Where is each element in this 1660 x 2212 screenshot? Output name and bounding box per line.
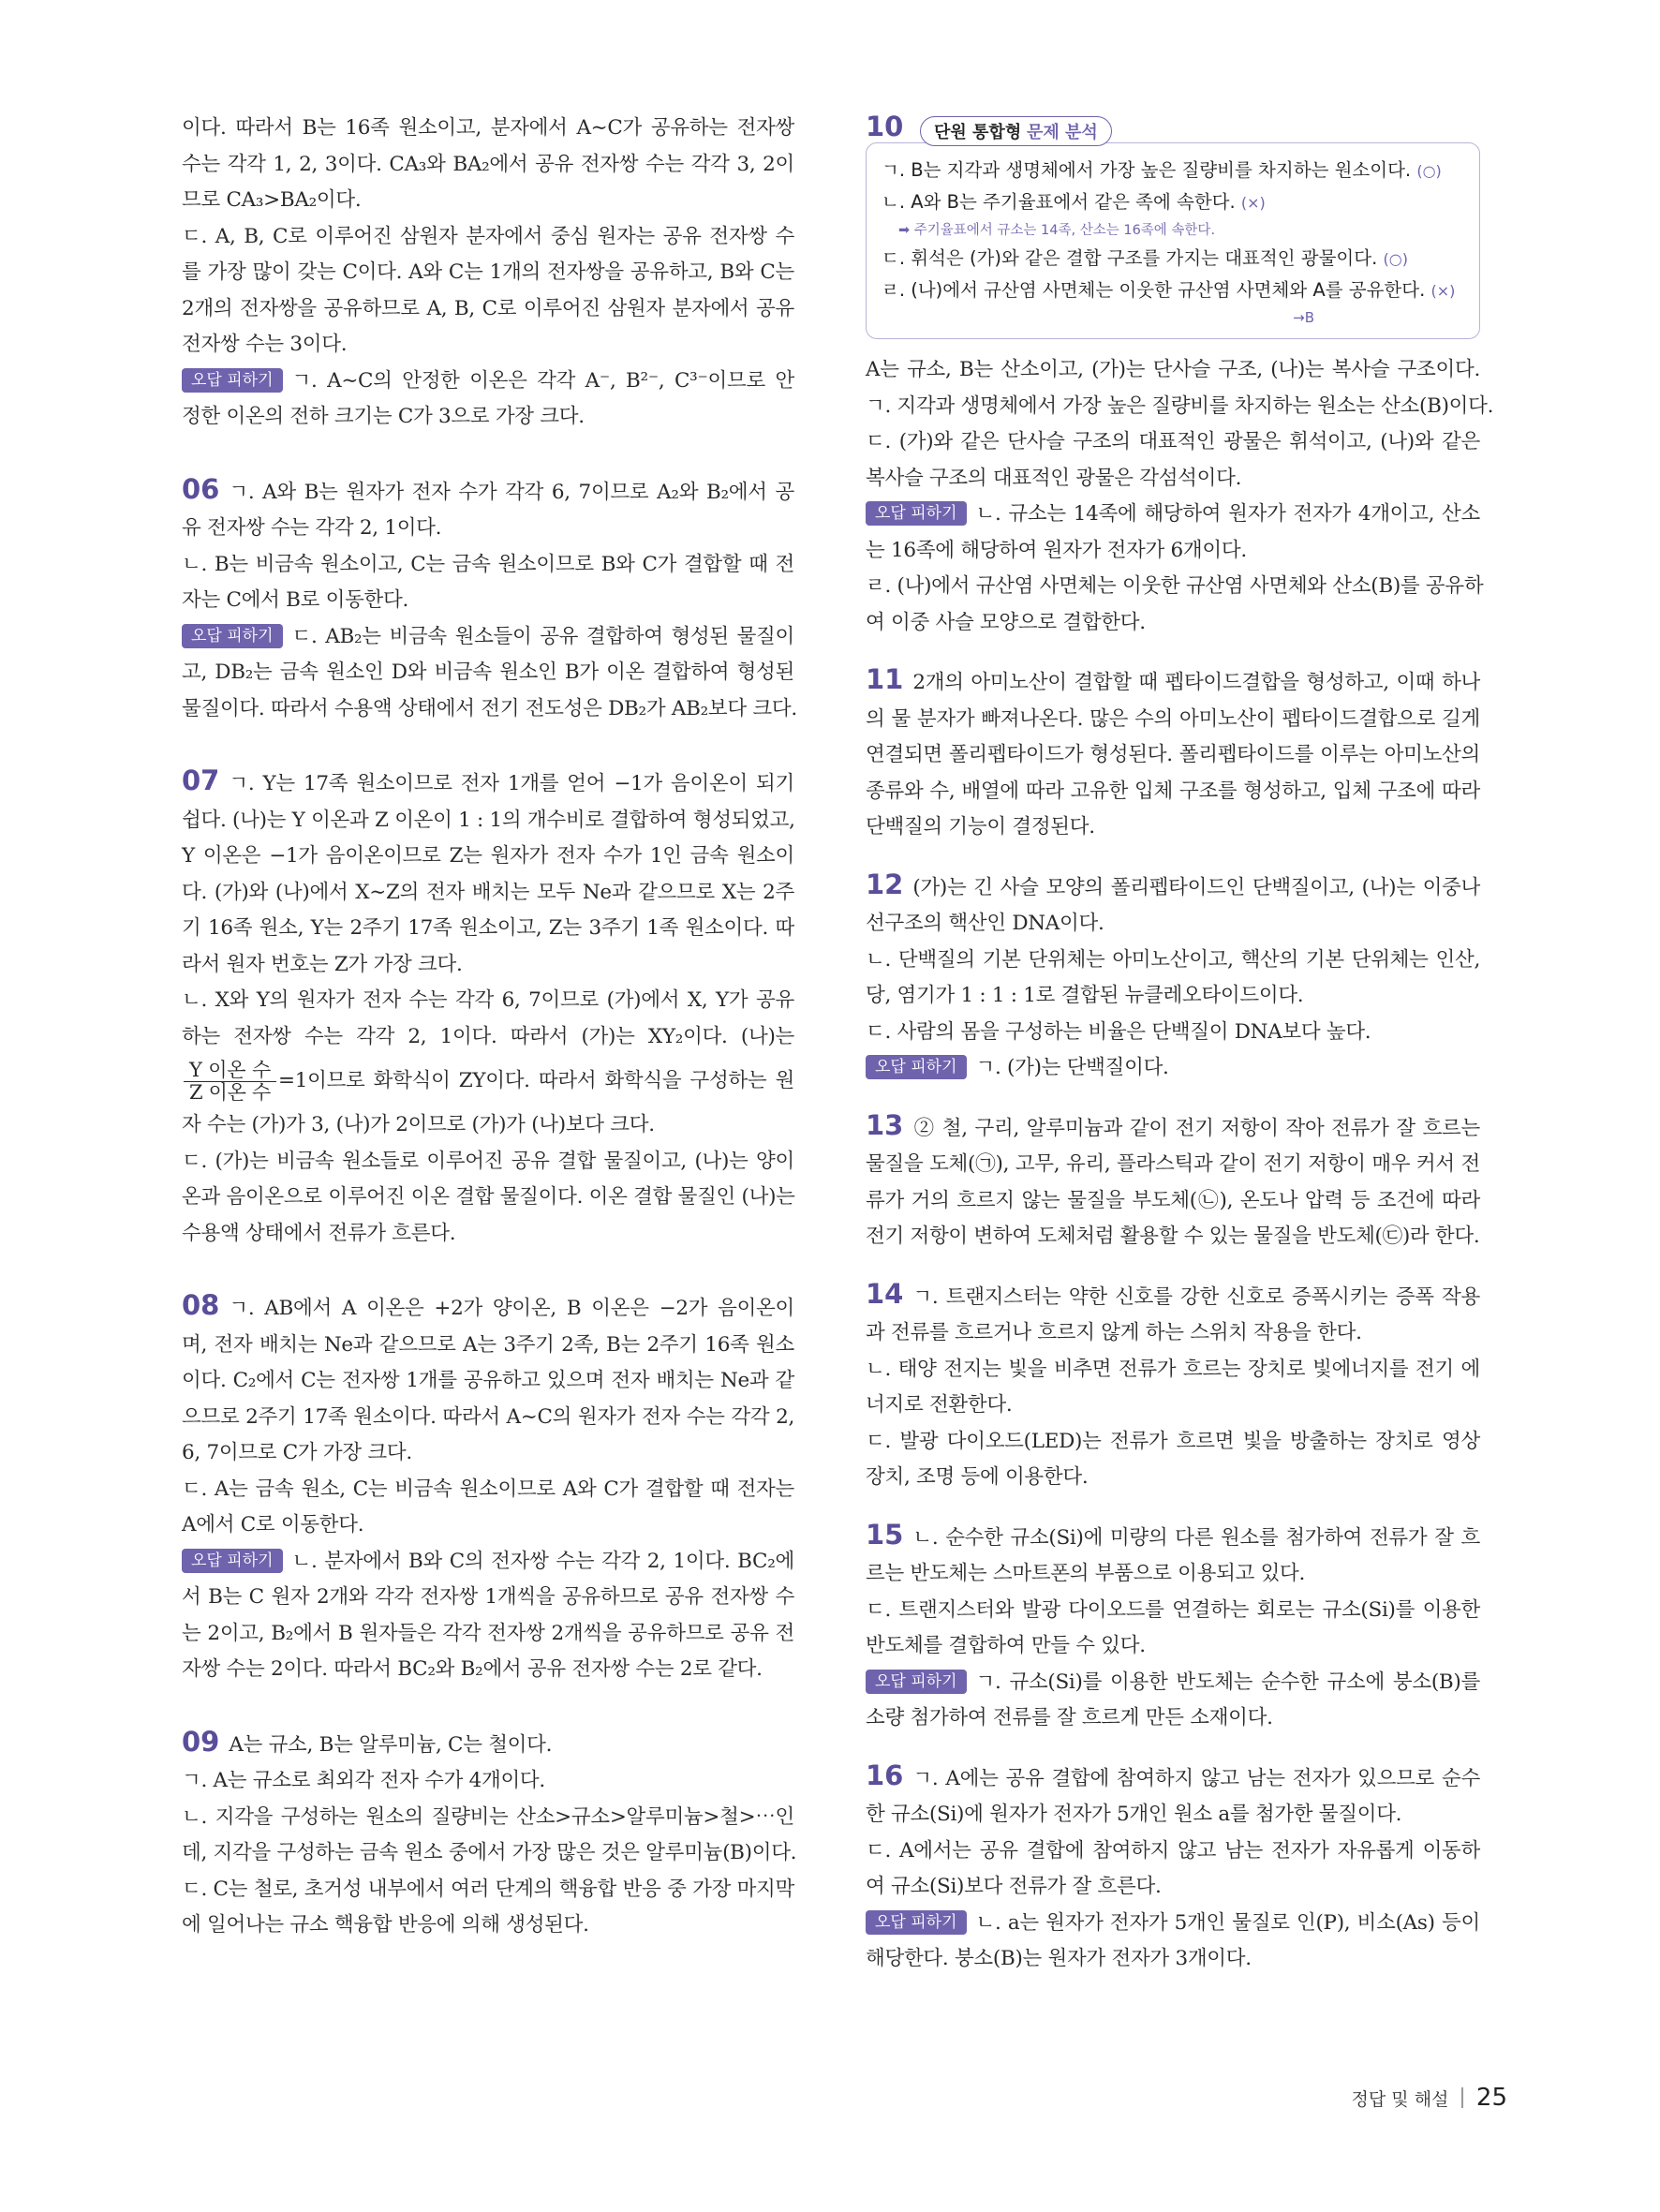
text-line: 2개의 전자쌍을 공유하므로 A, B, C로 이루어진 삼원자 분자에서 공유: [182, 296, 794, 320]
text-line: ㄱ. A∼C의 안정한 이온은 각각 A⁻, B²⁻, C³⁻이므로 안: [291, 368, 794, 393]
text-line: ㄱ. A와 B는 원자가 전자 수가 각각 6, 7이므로 A₂와 B₂에서 공: [229, 480, 794, 504]
text-line: 선구조의 핵산인 DNA이다.: [866, 912, 1104, 935]
text-line: 자쌍 수는 2이다. 따라서 BC₂와 B₂에서 공유 전자쌍 수는 2로 같다.: [182, 1657, 763, 1681]
text-line: ㄴ. 분자에서 B와 C의 전자쌍 수는 각각 2, 1이다. BC₂에: [291, 1549, 794, 1573]
page-number: 25: [1475, 2084, 1507, 2112]
question-number: 14: [866, 1277, 904, 1310]
text-line: A는 규소, B는 알루미늄, C는 철이다.: [229, 1732, 553, 1757]
question-number: 12: [866, 868, 904, 900]
text-line: 해당한다. 붕소(B)는 원자가 전자가 3개이다.: [866, 1947, 1252, 1970]
text-line: 물질을 도체(㉠), 고무, 유리, 플라스틱과 같이 전기 저항이 매우 커서 전: [866, 1152, 1480, 1176]
text-line: 으므로 2주기 17족 원소이다. 따라서 A∼C의 원자가 전자 수는 각각 2,: [182, 1404, 794, 1429]
footer-label: 정답 및 해설: [1351, 2089, 1449, 2110]
box-statement: ㄷ. 휘석은 (가)와 같은 결합 구조를 가지는 대표적인 광물이다.: [882, 247, 1378, 269]
text-line: ㄴ. X와 Y의 원자가 전자 수는 각각 6, 7이므로 (가)에서 X, Y가 공유: [182, 988, 794, 1012]
text-line: (가)는 긴 사슬 모양의 폴리펩타이드인 단백질이고, (나)는 이중나: [912, 875, 1480, 899]
box-statement: ㄴ. A와 B는 주기율표에서 같은 족에 속한다.: [882, 191, 1236, 213]
problem-analysis-tag: 단원 통합형 문제 분석: [920, 116, 1112, 146]
fraction-denominator: Z 이온 수: [189, 1080, 271, 1104]
text-line: 하는 전자쌍 수는 각각 2, 1이다. 따라서 (가)는 XY₂이다. (나)는: [182, 1024, 794, 1048]
text-line: ㄷ. AB₂는 비금속 원소들이 공유 결합하여 형성된 물질이: [291, 624, 794, 648]
box-arrow-note: →B: [1293, 309, 1314, 326]
text-line: 는 2이고, B₂에서 B 원자들은 각각 전자쌍 2개씩을 공유하므로 공유 전: [182, 1621, 794, 1645]
text-line: 물질이다. 따라서 수용액 상태에서 전기 전도성은 DB₂가 AB₂보다 크다.: [182, 696, 797, 720]
text-line: ㄱ. 지각과 생명체에서 가장 높은 질량비를 차지하는 원소는 산소(B)이다.: [866, 393, 1494, 418]
text-line: 는 16족에 해당하여 원자가 전자가 6개이다.: [866, 538, 1247, 562]
text-line: 전자쌍 수는 3이다.: [182, 333, 348, 356]
answer-11: [866, 661, 1480, 846]
answer-09: [182, 1724, 797, 1944]
text-line: Y 이온은 −1가 음이온이므로 Z는 원자가 전자 수가 1인 금속 원소이: [182, 844, 794, 868]
text-line: 고, DB₂는 금속 원소인 D와 비금속 원소인 B가 이온 결합하여 형성된: [182, 661, 794, 684]
text-line: 당, 염기가 1 : 1 : 1로 결합된 뉴클레오타이드이다.: [866, 984, 1304, 1007]
text-line: ㄷ. C는 철로, 초거성 내부에서 여러 단계의 핵융합 반응 중 가장 마지막: [182, 1877, 794, 1901]
text-line: 라서 원자 번호는 Z가 가장 크다.: [182, 952, 463, 976]
text-line: ㄹ. (나)에서 규산염 사면체는 이웃한 규산염 사면체와 산소(B)를 공유하: [866, 574, 1484, 598]
text-line: ㄱ. Y는 17족 원소이므로 전자 1개를 얻어 −1가 음이온이 되기: [229, 772, 794, 795]
answer-15: [866, 1517, 1480, 1737]
text-line: 복사슬 구조의 대표적인 광물은 각섬석이다.: [866, 466, 1242, 490]
question-number: 08: [182, 1289, 220, 1321]
text-line: ㄷ. A, B, C로 이루어진 삼원자 분자에서 중심 원자는 공유 전자쌍 수: [182, 224, 794, 248]
text-line: ② 철, 구리, 알루미늄과 같이 전기 저항이 작아 전류가 잘 흐르는: [912, 1116, 1480, 1140]
right-column: [866, 111, 1494, 1978]
answer-06: [182, 471, 797, 728]
text-line: ㄷ. 사람의 몸을 구성하는 비율은 단백질이 DNA보다 높다.: [866, 1019, 1371, 1044]
text-line: =1이므로 화학식이 ZY이다. 따라서 화학식을 구성하는 원: [278, 1069, 794, 1092]
odap-badge: 오답 피하기: [866, 1670, 967, 1694]
text-line: 단백질의 기능이 결정된다.: [866, 815, 1095, 839]
text-line: 2개의 아미노산이 결합할 때 펩타이드결합을 형성하고, 이때 하나: [912, 671, 1480, 694]
text-line: ㄴ. 규소는 14족에 해당하여 원자가 전자가 4개이고, 산소: [975, 502, 1480, 526]
page-footer: [1352, 2084, 1507, 2112]
odap-badge: 오답 피하기: [866, 1910, 967, 1935]
text-line: ㄱ. AB에서 A 이온은 +2가 양이온, B 이온은 −2가 음이온이: [229, 1297, 794, 1320]
answer-13: [866, 1107, 1480, 1255]
question-number: 16: [866, 1759, 904, 1791]
text-line: 유 전자쌍 수는 각각 2, 1이다.: [182, 516, 442, 540]
box-mark: (×): [1430, 282, 1456, 300]
odap-badge: 오답 피하기: [182, 368, 283, 393]
text-line: 자 수는 (가)가 3, (나)가 2이므로 (가)가 (나)보다 크다.: [182, 1113, 655, 1136]
question-number: 07: [182, 765, 220, 796]
question-number: 09: [182, 1725, 220, 1758]
text-line: ㄴ. B는 비금속 원소이고, C는 금속 원소이므로 B와 C가 결합할 때 전: [182, 552, 794, 576]
text-line: 데, 지각을 구성하는 금속 원소 중에서 가장 많은 것은 알루미늄(B)이다.: [182, 1841, 797, 1864]
text-line: 여 이중 사슬 모양으로 결합한다.: [866, 610, 1146, 634]
text-line: ㄷ. A는 금속 원소, C는 비금속 원소이므로 A와 C가 결합할 때 전자는: [182, 1477, 794, 1501]
text-line: 전기 저항이 변하여 도체처럼 활용할 수 있는 물질을 반도체(㉢)라 한다.: [866, 1225, 1480, 1248]
text-line: 너지로 전환한다.: [866, 1393, 1013, 1417]
question-number: 11: [866, 663, 904, 695]
box-mark: (×): [1240, 194, 1266, 212]
box-mark: (○): [1383, 250, 1408, 268]
answer-08: [182, 1287, 794, 1688]
text-line: 이다. 따라서 B는 16족 원소이고, 분자에서 A∼C가 공유하는 전자쌍: [182, 116, 794, 140]
text-line: ㄴ. 지각을 구성하는 원소의 질량비는 산소>규소>알루미늄>철>⋯인: [182, 1804, 794, 1829]
answer-14: [866, 1276, 1480, 1496]
text-line: ㄱ. A는 규소로 최외각 전자 수가 4개이다.: [182, 1769, 545, 1792]
text-line: 온과 음이온으로 이루어진 이온 결합 물질이다. 이온 결합 물질인 (나)는: [182, 1185, 795, 1209]
text-line: 반도체를 결합하여 만들 수 있다.: [866, 1634, 1146, 1657]
text-line: ㄷ. 발광 다이오드(LED)는 전류가 흐르면 빛을 방출하는 장치로 영상: [866, 1429, 1480, 1453]
text-line: A에서 C로 이동한다.: [182, 1513, 364, 1537]
text-line: ㄱ. (가)는 단백질이다.: [975, 1056, 1169, 1079]
fraction-numerator: Y 이온 수: [184, 1060, 276, 1082]
text-line: ㄱ. 규소(Si)를 이용한 반도체는 순수한 규소에 붕소(B)를: [975, 1670, 1480, 1694]
question-number: 15: [866, 1518, 904, 1551]
text-line: ㄷ. 트랜지스터와 발광 다이오드를 연결하는 회로는 규소(Si)를 이용한: [866, 1597, 1480, 1622]
text-line: 장치, 조명 등에 이용한다.: [866, 1465, 1089, 1489]
box-note: ➡ 주기율표에서 규소는 14족, 산소는 16족에 속한다.: [898, 223, 1216, 238]
box-statement: ㄹ. (나)에서 규산염 사면체는 이웃한 규산염 사면체와 A를 공유한다.: [882, 279, 1426, 301]
text-line: ㄴ. 순수한 규소(Si)에 미량의 다른 원소를 첨가하여 전류가 잘 흐: [912, 1525, 1480, 1550]
box-statement: ㄱ. B는 지각과 생명체에서 가장 높은 질량비를 차지하는 원소이다.: [882, 159, 1412, 181]
text-line: ㄴ. 태양 전지는 빛을 비추면 전류가 흐르는 장치로 빛에너지를 전기 에: [866, 1357, 1480, 1381]
text-line: ㄷ. A에서는 공유 결합에 참여하지 않고 남는 전자가 자유롭게 이동하: [866, 1838, 1480, 1863]
text-line: 를 가장 많이 갖는 C이다. A와 C는 1개의 전자쌍을 공유하고, B와 C는: [182, 260, 794, 284]
text-line: ㄴ. 단백질의 기본 단위체는 아미노산이고, 핵산의 기본 단위체는 인산,: [866, 947, 1480, 972]
text-line: 연결되면 폴리펩타이드가 형성된다. 폴리펩타이드를 이루는 아미노산의: [866, 743, 1480, 766]
text-line: 한 규소(Si)에 원자가 전자가 5개인 원소 a를 첨가한 물질이다.: [866, 1803, 1402, 1826]
analysis-box: [866, 142, 1480, 339]
left-column: [182, 111, 797, 1944]
text-line: ㄷ. (가)와 같은 단사슬 구조의 대표적인 광물은 휘석이고, (나)와 같은: [866, 430, 1480, 453]
text-line: 6, 7이므로 C가 가장 크다.: [182, 1441, 412, 1464]
text-line: 정한 이온의 전하 크기는 C가 3으로 가장 크다.: [182, 405, 585, 428]
answer-12: [866, 867, 1480, 1087]
text-line: 이다. C₂에서 C는 전자쌍 1개를 공유하고 있으며 전자 배치는 Ne과 같: [182, 1369, 794, 1392]
text-line: 서 B는 C 원자 2개와 각각 전자쌍 1개씩을 공유하므로 공유 전자쌍 수: [182, 1585, 794, 1609]
question-number: 06: [182, 472, 220, 505]
text-line: 르는 반도체는 스마트폰의 부품으로 이용되고 있다.: [866, 1562, 1306, 1585]
text-line: 수는 각각 1, 2, 3이다. CA₃와 BA₂에서 공유 전자쌍 수는 각각 3, 2이: [182, 152, 794, 176]
continued-answer: [182, 111, 794, 436]
text-line: ㄱ. A에는 공유 결합에 참여하지 않고 남는 전자가 있으므로 순수: [912, 1766, 1480, 1790]
box-mark: (○): [1416, 162, 1442, 180]
text-line: 의 물 분자가 빠져나온다. 많은 수의 아미노산이 펩타이드결합으로 길게: [866, 706, 1480, 731]
footer-divider: [1461, 2087, 1463, 2108]
text-line: 쉽다. (나)는 Y 이온과 Z 이온이 1 : 1의 개수비로 결합하여 형성되었고,: [182, 808, 795, 832]
fraction: [184, 1060, 276, 1104]
odap-badge: 오답 피하기: [182, 1549, 283, 1573]
odap-badge: 오답 피하기: [182, 624, 283, 648]
answer-10: [866, 111, 1494, 641]
odap-badge: 오답 피하기: [866, 1055, 967, 1079]
text-line: 며, 전자 배치는 Ne과 같으므로 A는 3주기 2족, B는 2주기 16족 원소: [182, 1332, 794, 1357]
text-line: ㄴ. a는 원자가 전자가 5개인 물질로 인(P), 비소(As) 등이: [975, 1910, 1480, 1935]
text-line: 다. (가)와 (나)에서 X∼Z의 전자 배치는 모두 Ne과 같으므로 X는 2주: [182, 880, 794, 904]
text-line: 소량 첨가하여 전류를 잘 흐르게 만든 소재이다.: [866, 1706, 1273, 1730]
text-line: 수용액 상태에서 전류가 흐른다.: [182, 1221, 456, 1245]
odap-badge: 오답 피하기: [866, 501, 967, 526]
text-line: 기 16족 원소, Y는 2주기 17족 원소이고, Z는 3주기 1족 원소이다. 따: [182, 916, 794, 940]
question-number: 13: [866, 1108, 904, 1141]
text-line: 자는 C에서 B로 이동한다.: [182, 588, 409, 612]
text-line: 과 전류를 흐르거나 흐르지 않게 하는 스위치 작용을 한다.: [866, 1321, 1362, 1344]
text-line: ㄷ. (가)는 비금속 원소들로 이루어진 공유 결합 물질이고, (나)는 양이: [182, 1149, 794, 1173]
text-line: 에 일어나는 규소 핵융합 반응에 의해 생성된다.: [182, 1913, 589, 1937]
text-line: 므로 CA₃>BA₂이다.: [182, 188, 362, 212]
text-line: ㄱ. 트랜지스터는 약한 신호를 강한 신호로 증폭시키는 증폭 작용: [912, 1284, 1480, 1309]
question-number: 10: [866, 111, 904, 142]
text-line: 종류와 수, 배열에 따라 고유한 입체 구조를 형성하고, 입체 구조에 따라: [866, 779, 1480, 803]
answer-16: [866, 1758, 1480, 1978]
answer-07: [182, 763, 794, 1252]
text-line: 류가 거의 흐르지 않는 물질을 부도체(㉡), 온도나 압력 등 조건에 따라: [866, 1188, 1480, 1212]
text-line: 여 규소(Si)보다 전류가 잘 흐른다.: [866, 1875, 1162, 1898]
text-line: A는 규소, B는 산소이고, (가)는 단사슬 구조, (나)는 복사슬 구조이다.: [866, 358, 1480, 381]
